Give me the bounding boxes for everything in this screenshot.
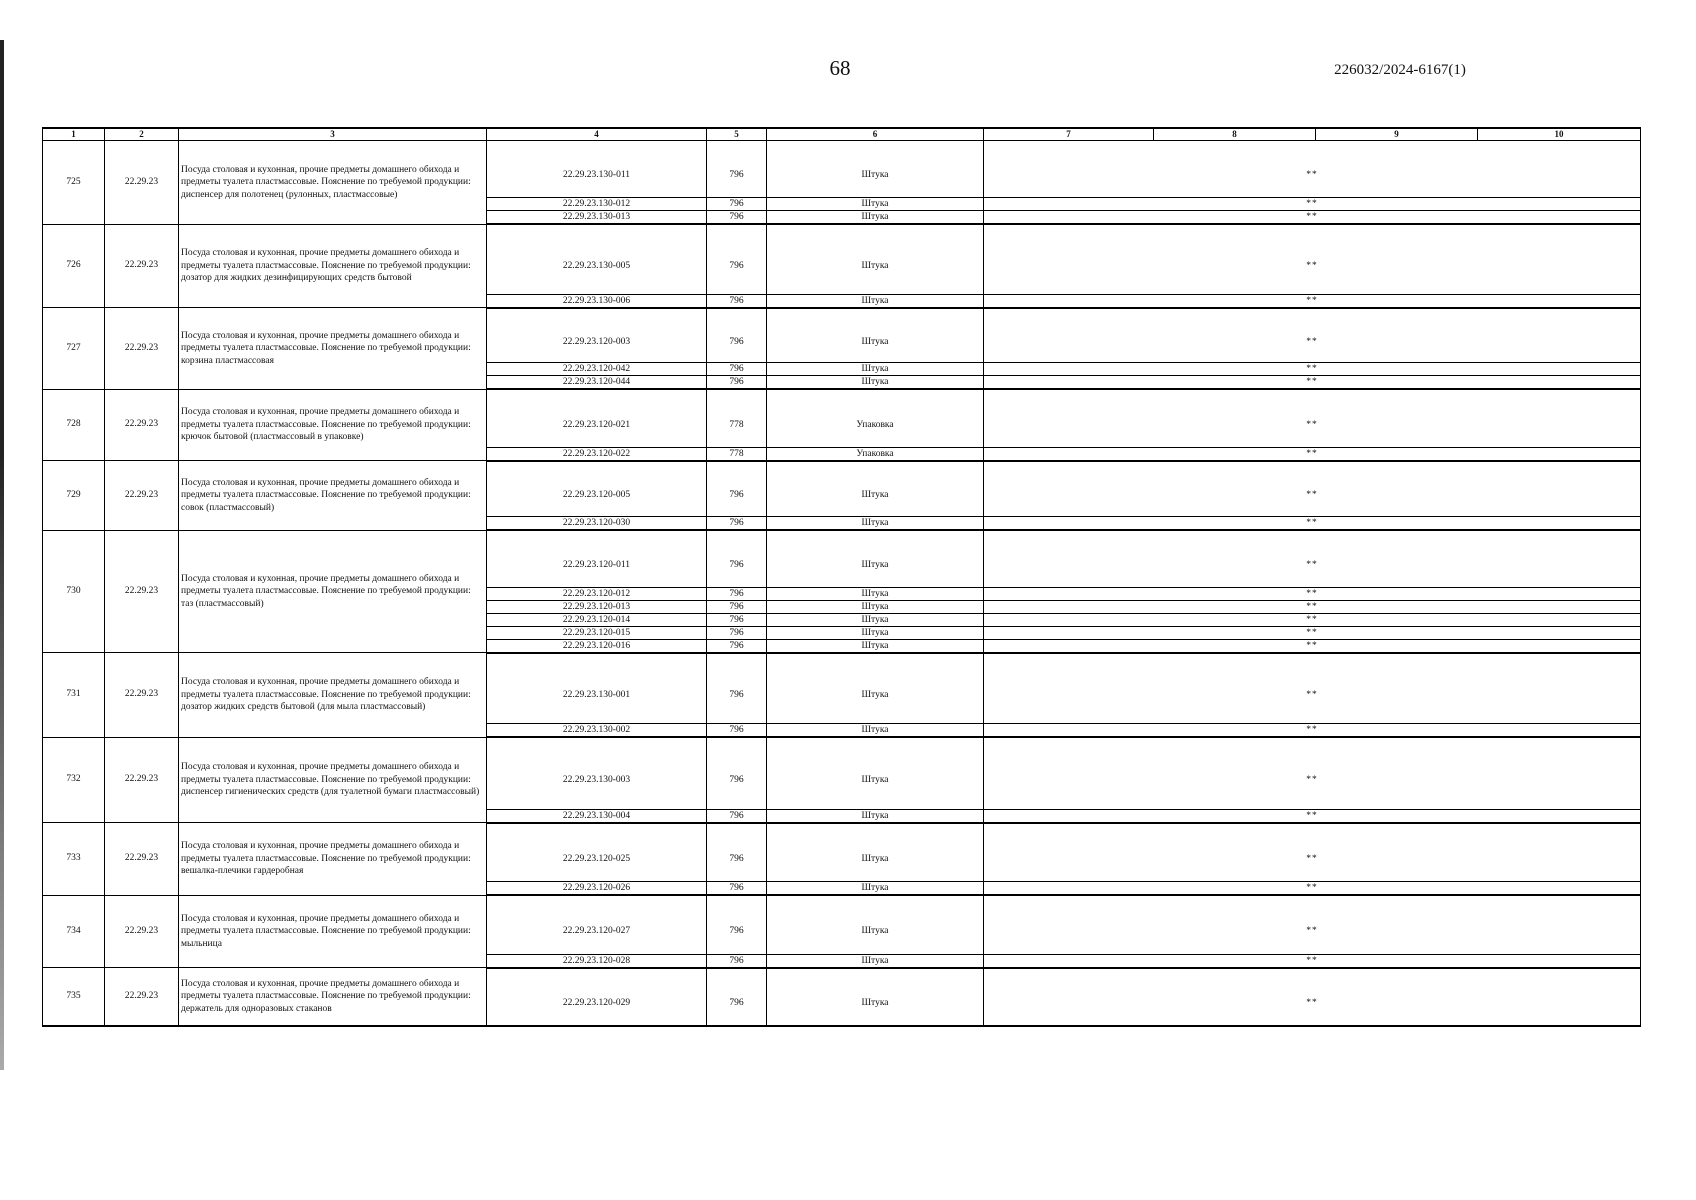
okei-code: 778: [707, 389, 767, 447]
product-description: Посуда столовая и кухонная, прочие предметы домашнего обихода и предметы туалета пластмассовые. Пояснение по требуемой продукции: корзина пластмассовая: [179, 308, 487, 390]
okei-code: 796: [707, 954, 767, 968]
column-header: 1: [43, 128, 105, 141]
table-row: [43, 823, 1641, 882]
table-header: [43, 128, 1641, 141]
ktru-code: 22.29.23.120-025: [487, 823, 707, 882]
ktru-code: 22.29.23.130-013: [487, 211, 707, 225]
okpd-code: 22.29.23: [105, 823, 179, 896]
table-body: [43, 141, 1641, 1026]
row-number: 735: [43, 968, 105, 1026]
ktru-code: 22.29.23.130-012: [487, 198, 707, 211]
okei-code: 796: [707, 600, 767, 613]
row-number: 733: [43, 823, 105, 896]
okpd-code: 22.29.23: [105, 308, 179, 390]
table-row: [43, 389, 1641, 447]
okei-code: 796: [707, 211, 767, 225]
unit-name: Штука: [767, 587, 984, 600]
asterisk-mark: **: [984, 823, 1641, 882]
unit-name: Штука: [767, 224, 984, 294]
asterisk-mark: **: [984, 308, 1641, 363]
product-description: Посуда столовая и кухонная, прочие предметы домашнего обихода и предметы туалета пластмассовые. Пояснение по требуемой продукции: диспенсер для полотенец (рулонных, пластмассовые): [179, 141, 487, 225]
table-row: [43, 653, 1641, 724]
column-header: 3: [179, 128, 487, 141]
ktru-code: 22.29.23.130-002: [487, 724, 707, 738]
okpd-code: 22.29.23: [105, 968, 179, 1026]
unit-name: Штука: [767, 954, 984, 968]
row-number: 729: [43, 461, 105, 531]
okei-code: 796: [707, 224, 767, 294]
table-row: [43, 968, 1641, 1026]
asterisk-mark: **: [984, 809, 1641, 823]
okei-code: 796: [707, 724, 767, 738]
product-description: Посуда столовая и кухонная, прочие предметы домашнего обихода и предметы туалета пластмассовые. Пояснение по требуемой продукции: совок (пластмассовый): [179, 461, 487, 531]
product-description: Посуда столовая и кухонная, прочие предметы домашнего обихода и предметы туалета пластмассовые. Пояснение по требуемой продукции: мыльница: [179, 895, 487, 968]
okpd-code: 22.29.23: [105, 224, 179, 308]
okei-code: 796: [707, 626, 767, 639]
okpd-code: 22.29.23: [105, 895, 179, 968]
product-description: Посуда столовая и кухонная, прочие предметы домашнего обихода и предметы туалета пластмассовые. Пояснение по требуемой продукции: таз (пластмассовый): [179, 530, 487, 653]
asterisk-mark: **: [984, 447, 1641, 461]
asterisk-mark: **: [984, 517, 1641, 531]
okei-code: 796: [707, 968, 767, 1026]
table-row: [43, 530, 1641, 587]
asterisk-mark: **: [984, 363, 1641, 376]
ktru-code: 22.29.23.120-030: [487, 517, 707, 531]
asterisk-mark: **: [984, 653, 1641, 724]
asterisk-mark: **: [984, 613, 1641, 626]
asterisk-mark: **: [984, 895, 1641, 954]
asterisk-mark: **: [984, 724, 1641, 738]
ktru-code: 22.29.23.130-011: [487, 141, 707, 198]
unit-name: Штука: [767, 600, 984, 613]
unit-name: Штука: [767, 211, 984, 225]
okei-code: 796: [707, 639, 767, 653]
ktru-code: 22.29.23.130-006: [487, 294, 707, 308]
column-header: 2: [105, 128, 179, 141]
unit-name: Штука: [767, 530, 984, 587]
okei-code: 796: [707, 823, 767, 882]
okei-code: 796: [707, 613, 767, 626]
unit-name: Штука: [767, 308, 984, 363]
unit-name: Штука: [767, 517, 984, 531]
okei-code: 796: [707, 308, 767, 363]
table-row: [43, 737, 1641, 809]
unit-name: Штука: [767, 737, 984, 809]
unit-name: Штука: [767, 626, 984, 639]
ktru-code: 22.29.23.120-027: [487, 895, 707, 954]
asterisk-mark: **: [984, 224, 1641, 294]
ktru-code: 22.29.23.130-001: [487, 653, 707, 724]
document-id: 226032/2024-6167(1): [1334, 62, 1466, 78]
ktru-code: 22.29.23.130-005: [487, 224, 707, 294]
okei-code: 796: [707, 376, 767, 390]
unit-name: Штука: [767, 882, 984, 896]
ktru-code: 22.29.23.120-014: [487, 613, 707, 626]
asterisk-mark: **: [984, 737, 1641, 809]
okei-code: 796: [707, 895, 767, 954]
ktru-code: 22.29.23.120-003: [487, 308, 707, 363]
okpd-code: 22.29.23: [105, 737, 179, 823]
unit-name: Штука: [767, 653, 984, 724]
row-number: 728: [43, 389, 105, 461]
asterisk-mark: **: [984, 389, 1641, 447]
okei-code: 796: [707, 737, 767, 809]
unit-name: Штука: [767, 613, 984, 626]
asterisk-mark: **: [984, 530, 1641, 587]
asterisk-mark: **: [984, 294, 1641, 308]
column-header: 5: [707, 128, 767, 141]
column-header: 8: [1154, 128, 1316, 141]
unit-name: Штука: [767, 895, 984, 954]
ktru-code: 22.29.23.130-004: [487, 809, 707, 823]
unit-name: Штука: [767, 639, 984, 653]
ktru-code: 22.29.23.120-022: [487, 447, 707, 461]
product-description: Посуда столовая и кухонная, прочие предметы домашнего обихода и предметы туалета пластмассовые. Пояснение по требуемой продукции: вешалка-плечики гардеробная: [179, 823, 487, 896]
ktru-code: 22.29.23.120-042: [487, 363, 707, 376]
product-description: Посуда столовая и кухонная, прочие предметы домашнего обихода и предметы туалета пластмассовые. Пояснение по требуемой продукции: дозатор жидких средств бытовой (для мыла пластмассовый): [179, 653, 487, 738]
ktru-code: 22.29.23.120-028: [487, 954, 707, 968]
asterisk-mark: **: [984, 954, 1641, 968]
okei-code: 796: [707, 363, 767, 376]
column-header: 7: [984, 128, 1154, 141]
okei-code: 796: [707, 198, 767, 211]
ktru-code: 22.29.23.120-044: [487, 376, 707, 390]
table-row: [43, 141, 1641, 198]
unit-name: Упаковка: [767, 389, 984, 447]
ktru-code: 22.29.23.120-026: [487, 882, 707, 896]
row-number: 734: [43, 895, 105, 968]
table-row: [43, 224, 1641, 294]
unit-name: Штука: [767, 968, 984, 1026]
unit-name: Штука: [767, 724, 984, 738]
product-description: Посуда столовая и кухонная, прочие предметы домашнего обихода и предметы туалета пластмассовые. Пояснение по требуемой продукции: диспенсер гигиенических средств (для туалетной бумаги пластмассовый): [179, 737, 487, 823]
okpd-code: 22.29.23: [105, 653, 179, 738]
okpd-code: 22.29.23: [105, 530, 179, 653]
asterisk-mark: **: [984, 882, 1641, 896]
ktru-code: 22.29.23.120-021: [487, 389, 707, 447]
row-number: 727: [43, 308, 105, 390]
okpd-code: 22.29.23: [105, 141, 179, 225]
product-description: Посуда столовая и кухонная, прочие предметы домашнего обихода и предметы туалета пластмассовые. Пояснение по требуемой продукции: крючок бытовой (пластмассовый в упаковке): [179, 389, 487, 461]
column-header: 9: [1316, 128, 1478, 141]
okei-code: 796: [707, 809, 767, 823]
okei-code: 796: [707, 461, 767, 517]
unit-name: Штука: [767, 376, 984, 390]
table-row: [43, 895, 1641, 954]
unit-name: Штука: [767, 294, 984, 308]
asterisk-mark: **: [984, 211, 1641, 225]
okei-code: 796: [707, 587, 767, 600]
okei-code: 796: [707, 141, 767, 198]
registry-table: [42, 127, 1641, 1027]
ktru-code: 22.29.23.120-012: [487, 587, 707, 600]
row-number: 732: [43, 737, 105, 823]
ktru-code: 22.29.23.120-016: [487, 639, 707, 653]
asterisk-mark: **: [984, 376, 1641, 390]
column-header: 10: [1478, 128, 1641, 141]
ktru-code: 22.29.23.120-015: [487, 626, 707, 639]
asterisk-mark: **: [984, 587, 1641, 600]
asterisk-mark: **: [984, 968, 1641, 1026]
okei-code: 796: [707, 294, 767, 308]
unit-name: Упаковка: [767, 447, 984, 461]
okei-code: 796: [707, 882, 767, 896]
column-header: 4: [487, 128, 707, 141]
ktru-code: 22.29.23.130-003: [487, 737, 707, 809]
asterisk-mark: **: [984, 141, 1641, 198]
unit-name: Штука: [767, 198, 984, 211]
product-description: Посуда столовая и кухонная, прочие предметы домашнего обихода и предметы туалета пластмассовые. Пояснение по требуемой продукции: держатель для одноразовых стаканов: [179, 968, 487, 1026]
ktru-code: 22.29.23.120-013: [487, 600, 707, 613]
scan-edge-artifact: [0, 40, 4, 1070]
row-number: 726: [43, 224, 105, 308]
row-number: 730: [43, 530, 105, 653]
table-row: [43, 308, 1641, 363]
ktru-code: 22.29.23.120-029: [487, 968, 707, 1026]
table-row: [43, 461, 1641, 517]
asterisk-mark: **: [984, 626, 1641, 639]
row-number: 725: [43, 141, 105, 225]
asterisk-mark: **: [984, 198, 1641, 211]
ktru-code: 22.29.23.120-011: [487, 530, 707, 587]
ktru-code: 22.29.23.120-005: [487, 461, 707, 517]
row-number: 731: [43, 653, 105, 738]
okei-code: 778: [707, 447, 767, 461]
unit-name: Штука: [767, 809, 984, 823]
unit-name: Штука: [767, 823, 984, 882]
page-number: 68: [829, 56, 851, 80]
okei-code: 796: [707, 517, 767, 531]
okei-code: 796: [707, 530, 767, 587]
asterisk-mark: **: [984, 639, 1641, 653]
asterisk-mark: **: [984, 600, 1641, 613]
unit-name: Штука: [767, 141, 984, 198]
okei-code: 796: [707, 653, 767, 724]
asterisk-mark: **: [984, 461, 1641, 517]
product-description: Посуда столовая и кухонная, прочие предметы домашнего обихода и предметы туалета пластмассовые. Пояснение по требуемой продукции: дозатор для жидких дезинфицирующих средств бытовой: [179, 224, 487, 308]
okpd-code: 22.29.23: [105, 461, 179, 531]
okpd-code: 22.29.23: [105, 389, 179, 461]
column-header: 6: [767, 128, 984, 141]
unit-name: Штука: [767, 461, 984, 517]
unit-name: Штука: [767, 363, 984, 376]
